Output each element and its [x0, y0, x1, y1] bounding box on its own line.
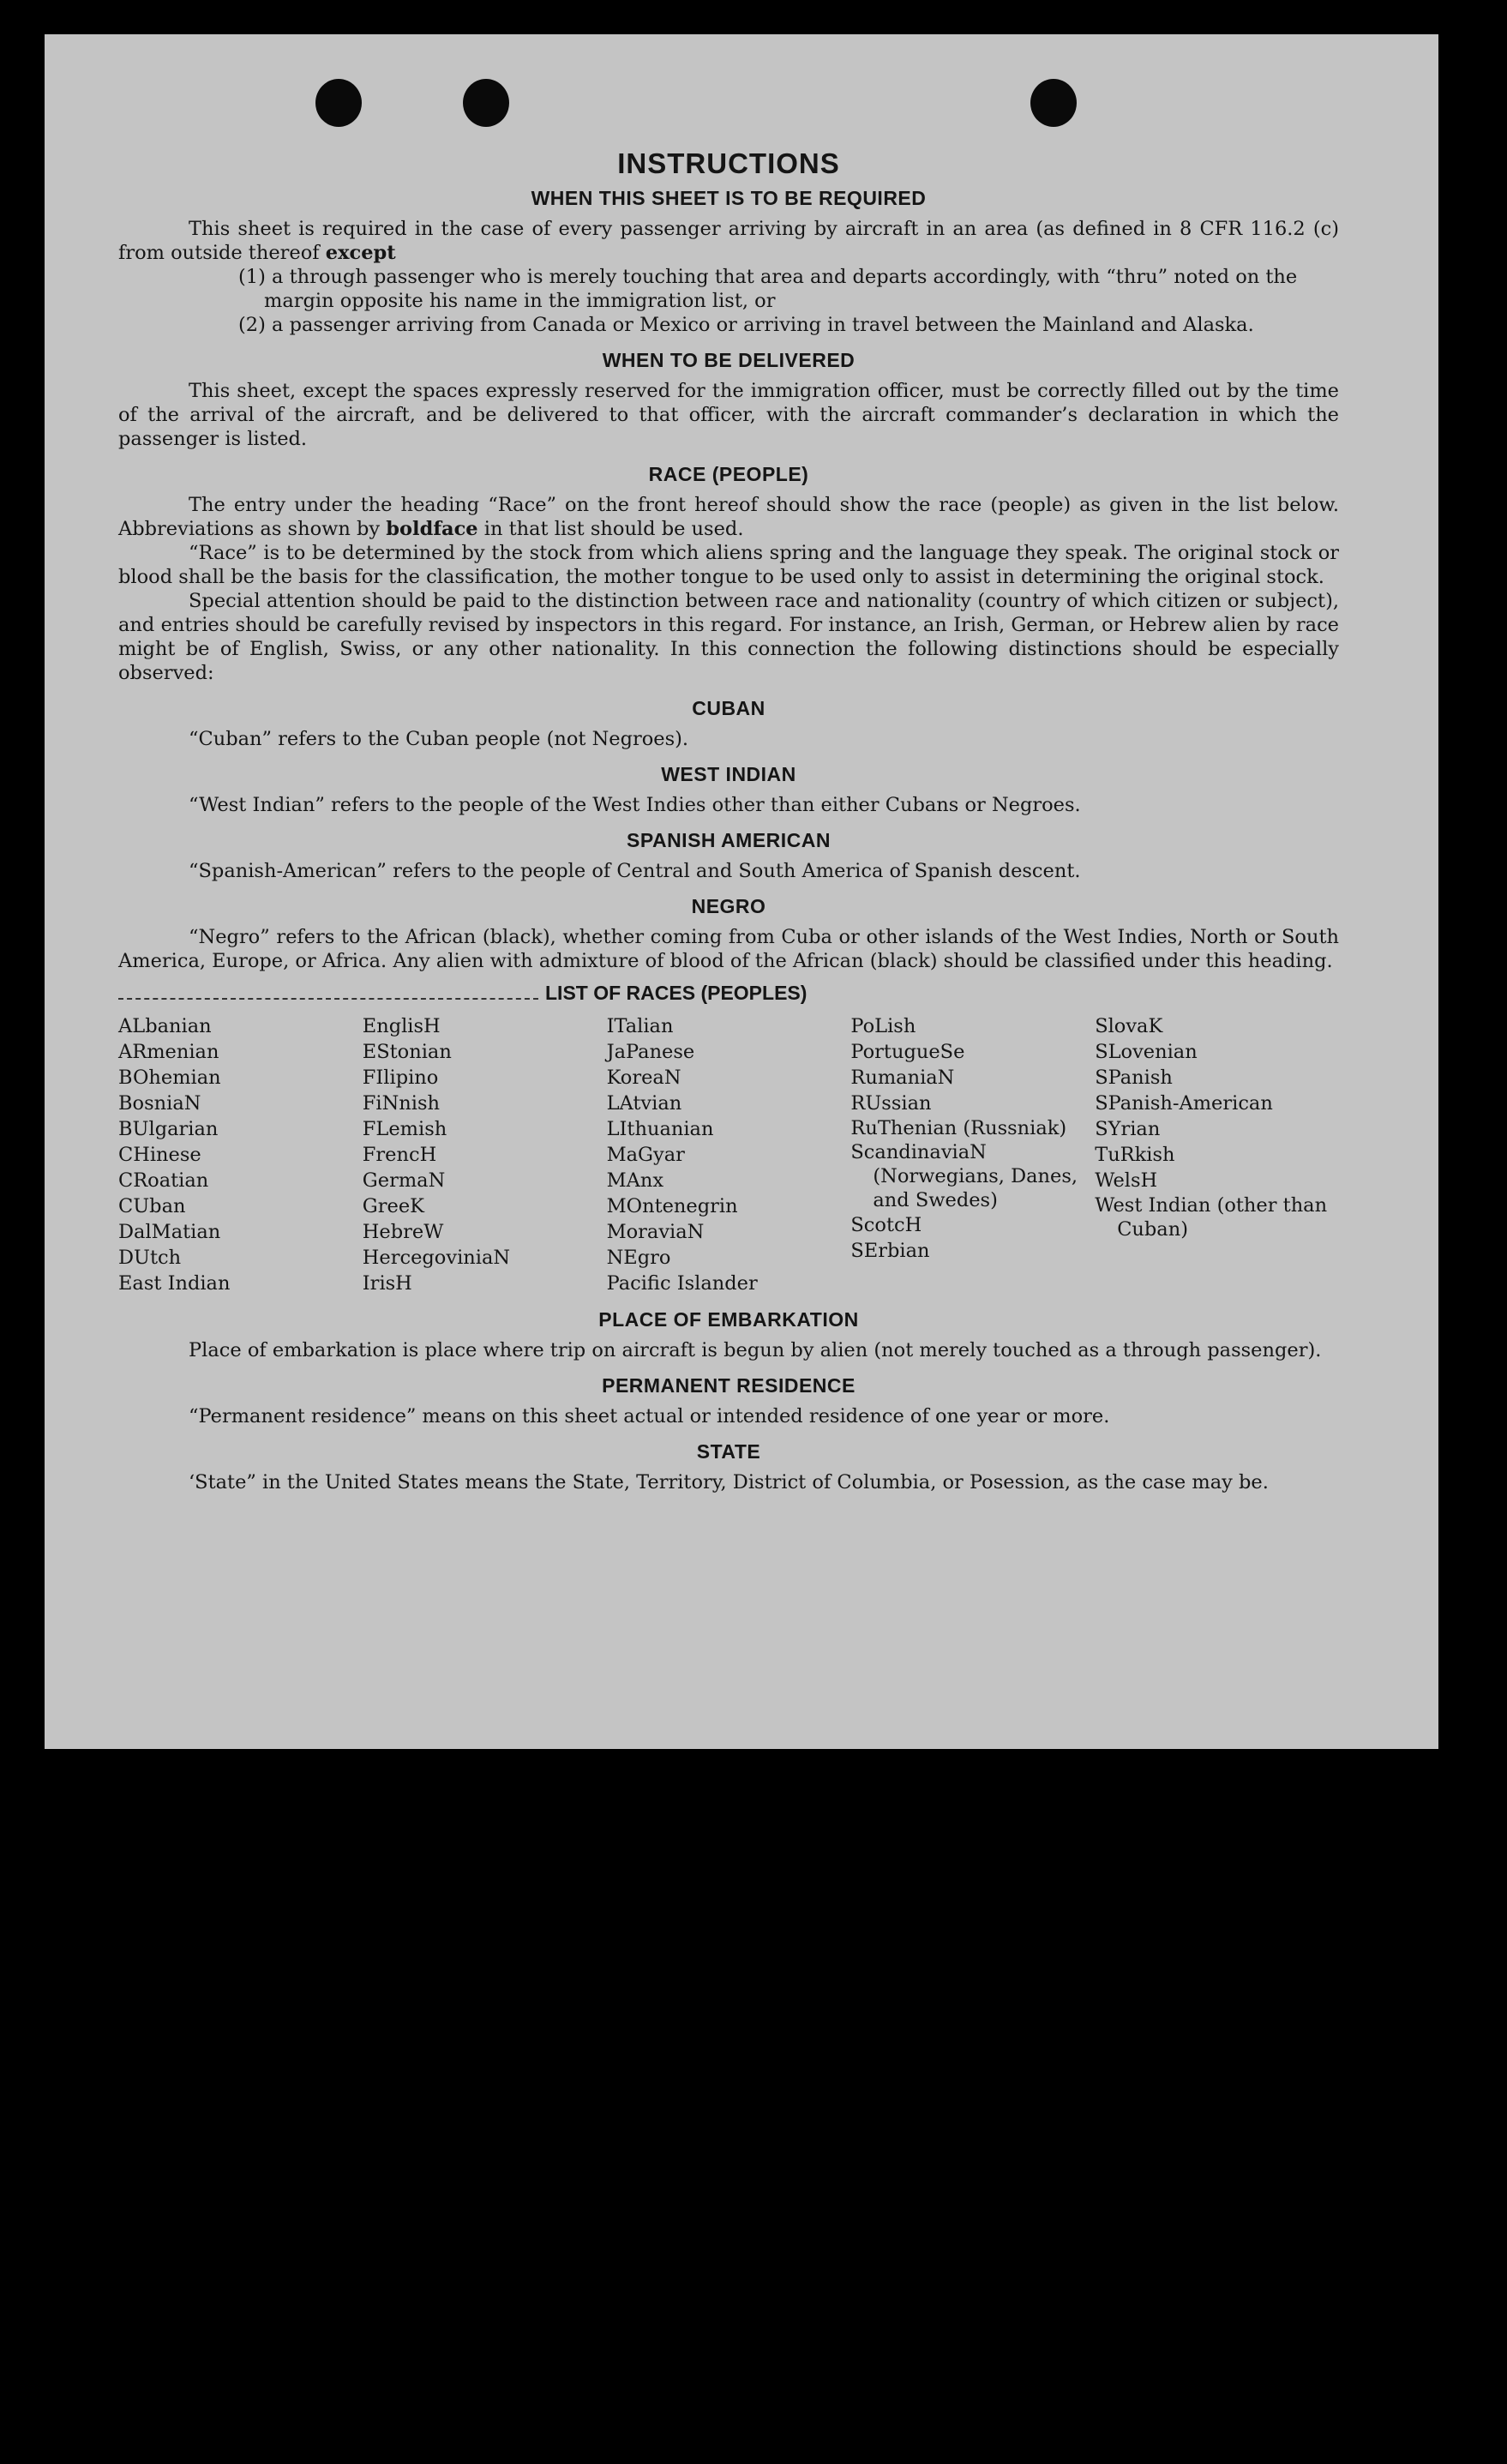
race-entry: KoreaN — [606, 1067, 681, 1089]
races-list — [118, 1013, 1339, 1296]
race-entry: CHinese — [118, 1144, 201, 1166]
exception-item-1: (1) a through passenger who is merely touching that area and departs accordingly, with “thru” noted on the margin opposite his name in the immigration list, or — [238, 266, 1298, 312]
race-entry: PortugueSe — [850, 1041, 965, 1063]
race-entry: HebreW — [362, 1221, 444, 1243]
embarkation-text: Place of embarkation is place where trip on aircraft is begun by alien (not merely touched as a through passenger). — [189, 1339, 1322, 1361]
race-entry: GermaN — [362, 1169, 446, 1192]
race-entry: CUban — [118, 1195, 186, 1217]
punch-hole — [315, 79, 362, 127]
negro-text: “Negro” refers to the African (black), whether coming from Cuba or other islands of the West Indies, North or South America, Europe, or Africa. Any alien with admixture of blood of the African (black) should be classified under this heading. — [118, 926, 1339, 972]
race-entry: GreeK — [362, 1195, 424, 1217]
race-entry: FiNnish — [362, 1092, 441, 1115]
race-entry: ScandinaviaN (Norwegians, Danes, and Swedes) — [850, 1141, 1078, 1211]
spanish-american-text: “Spanish-American” refers to the people of Central and South America of Spanish descent. — [189, 860, 1081, 882]
race-entry: BosniaN — [118, 1092, 201, 1115]
races-column — [607, 1013, 851, 1296]
races-column — [1095, 1013, 1339, 1296]
heading-permanent-residence: PERMANENT RESIDENCE — [602, 1374, 856, 1397]
race-entry: PoLish — [850, 1015, 916, 1037]
race-entry: Pacific Islander — [606, 1272, 758, 1295]
race-entry: ScotcH — [850, 1214, 922, 1236]
heading-race: RACE (PEOPLE) — [648, 463, 809, 485]
race-entry: TuRkish — [1095, 1144, 1175, 1166]
race-entry: LIthuanian — [606, 1118, 714, 1140]
race-entry: EnglisH — [362, 1015, 441, 1037]
page-title: INSTRUCTIONS — [617, 147, 840, 179]
heading-embarkation: PLACE OF EMBARKATION — [598, 1308, 859, 1331]
heading-when-required: WHEN THIS SHEET IS TO BE REQUIRED — [531, 187, 927, 209]
cuban-text: “Cuban” refers to the Cuban people (not Negroes). — [189, 728, 689, 750]
race-entry: SlovaK — [1095, 1015, 1163, 1037]
race-entry: ALbanian — [118, 1015, 212, 1037]
race-entry: SLovenian — [1095, 1041, 1198, 1063]
dashed-rule — [118, 988, 538, 1000]
race-entry: RuThenian (Russniak) — [850, 1117, 1067, 1139]
race-entry: West Indian (other than Cuban) — [1095, 1194, 1328, 1241]
race-paragraph-1: The entry under the heading “Race” on the front hereof should show the race (people) as given in the list below. Abbreviations as shown by boldface in that list should be used. — [118, 494, 1339, 540]
race-entry: FIlipino — [362, 1067, 439, 1089]
heading-negro: NEGRO — [691, 895, 766, 917]
race-entry: SPanish — [1095, 1067, 1173, 1089]
punch-hole — [1030, 79, 1077, 127]
race-entry: CRoatian — [118, 1169, 209, 1192]
race-paragraph-3: Special attention should be paid to the distinction between race and nationality (country of which citizen or subject), and entries should be carefully revised by inspectors in this regard. For instance, an Irish, German, or Hebrew alien by race might be of English, Swiss, or any other nationality. In this connection the following distinctions should be especially observed: — [118, 590, 1339, 684]
race-entry: SErbian — [850, 1240, 930, 1262]
race-entry: NEgro — [606, 1247, 671, 1269]
race-entry: BOhemian — [118, 1067, 221, 1089]
races-list-title: LIST OF RACES (PEOPLES) — [545, 982, 808, 1004]
race-entry: HercegoviniaN — [362, 1247, 511, 1269]
race-entry: RumaniaN — [850, 1067, 955, 1089]
heading-cuban: CUBAN — [692, 697, 766, 719]
race-entry: MOntenegrin — [606, 1195, 738, 1217]
when-required-intro: This sheet is required in the case of every passenger arriving by aircraft in an area (as defined in 8 CFR 116.2 (c) from outside thereof except — [118, 218, 1339, 264]
race-entry: MoraviaN — [606, 1221, 705, 1243]
race-entry: East Indian — [118, 1272, 231, 1295]
exception-item-2: (2) a passenger arriving from Canada or Mexico or arriving in travel between the Mainland and Alaska. — [238, 314, 1254, 336]
race-entry: MAnx — [606, 1169, 664, 1192]
permanent-residence-text: “Permanent residence” means on this sheet actual or intended residence of one year or more. — [189, 1405, 1110, 1427]
race-entry: DalMatian — [118, 1221, 221, 1243]
race-entry: DUtch — [118, 1247, 182, 1269]
race-entry: WelsH — [1095, 1169, 1158, 1192]
races-column — [118, 1013, 363, 1296]
race-entry: ITalian — [606, 1015, 674, 1037]
race-entry: RUssian — [850, 1092, 932, 1115]
race-entry: FLemish — [362, 1118, 447, 1140]
race-entry: BUlgarian — [118, 1118, 219, 1140]
when-delivered-text: This sheet, except the spaces expressly reserved for the immigration officer, must be correctly filled out by the time of the arrival of the aircraft, and be delivered to that officer, with the aircraft commander’s declaration in which the passenger is listed. — [118, 380, 1339, 450]
punch-hole — [463, 79, 509, 127]
races-list-heading — [118, 982, 1339, 1005]
races-column — [850, 1013, 1095, 1296]
race-entry: EStonian — [362, 1041, 452, 1063]
race-entry: MaGyar — [606, 1144, 685, 1166]
heading-west-indian: WEST INDIAN — [661, 763, 796, 785]
document-sheet — [45, 34, 1438, 1749]
west-indian-text: “West Indian” refers to the people of the West Indies other than either Cubans or Negroes. — [189, 794, 1081, 816]
race-entry: SPanish-American — [1095, 1092, 1273, 1115]
heading-when-delivered: WHEN TO BE DELIVERED — [602, 349, 856, 371]
race-entry: IrisH — [362, 1272, 412, 1295]
race-entry: SYrian — [1095, 1118, 1161, 1140]
race-entry: FrencH — [362, 1144, 437, 1166]
races-column — [363, 1013, 607, 1296]
heading-state: STATE — [696, 1440, 761, 1463]
race-paragraph-2: “Race” is to be determined by the stock from which aliens spring and the language they speak. The original stock or blood shall be the basis for the classification, the mother tongue to be used only to assist in determining the original stock. — [118, 542, 1339, 588]
instructions-content — [118, 147, 1339, 1494]
state-text: ‘State” in the United States means the State, Territory, District of Columbia, or Posession, as the case may be. — [189, 1471, 1269, 1493]
race-entry: LAtvian — [606, 1092, 682, 1115]
race-entry: JaPanese — [606, 1041, 695, 1063]
race-entry: ARmenian — [118, 1041, 219, 1063]
heading-spanish-american: SPANISH AMERICAN — [626, 829, 831, 851]
